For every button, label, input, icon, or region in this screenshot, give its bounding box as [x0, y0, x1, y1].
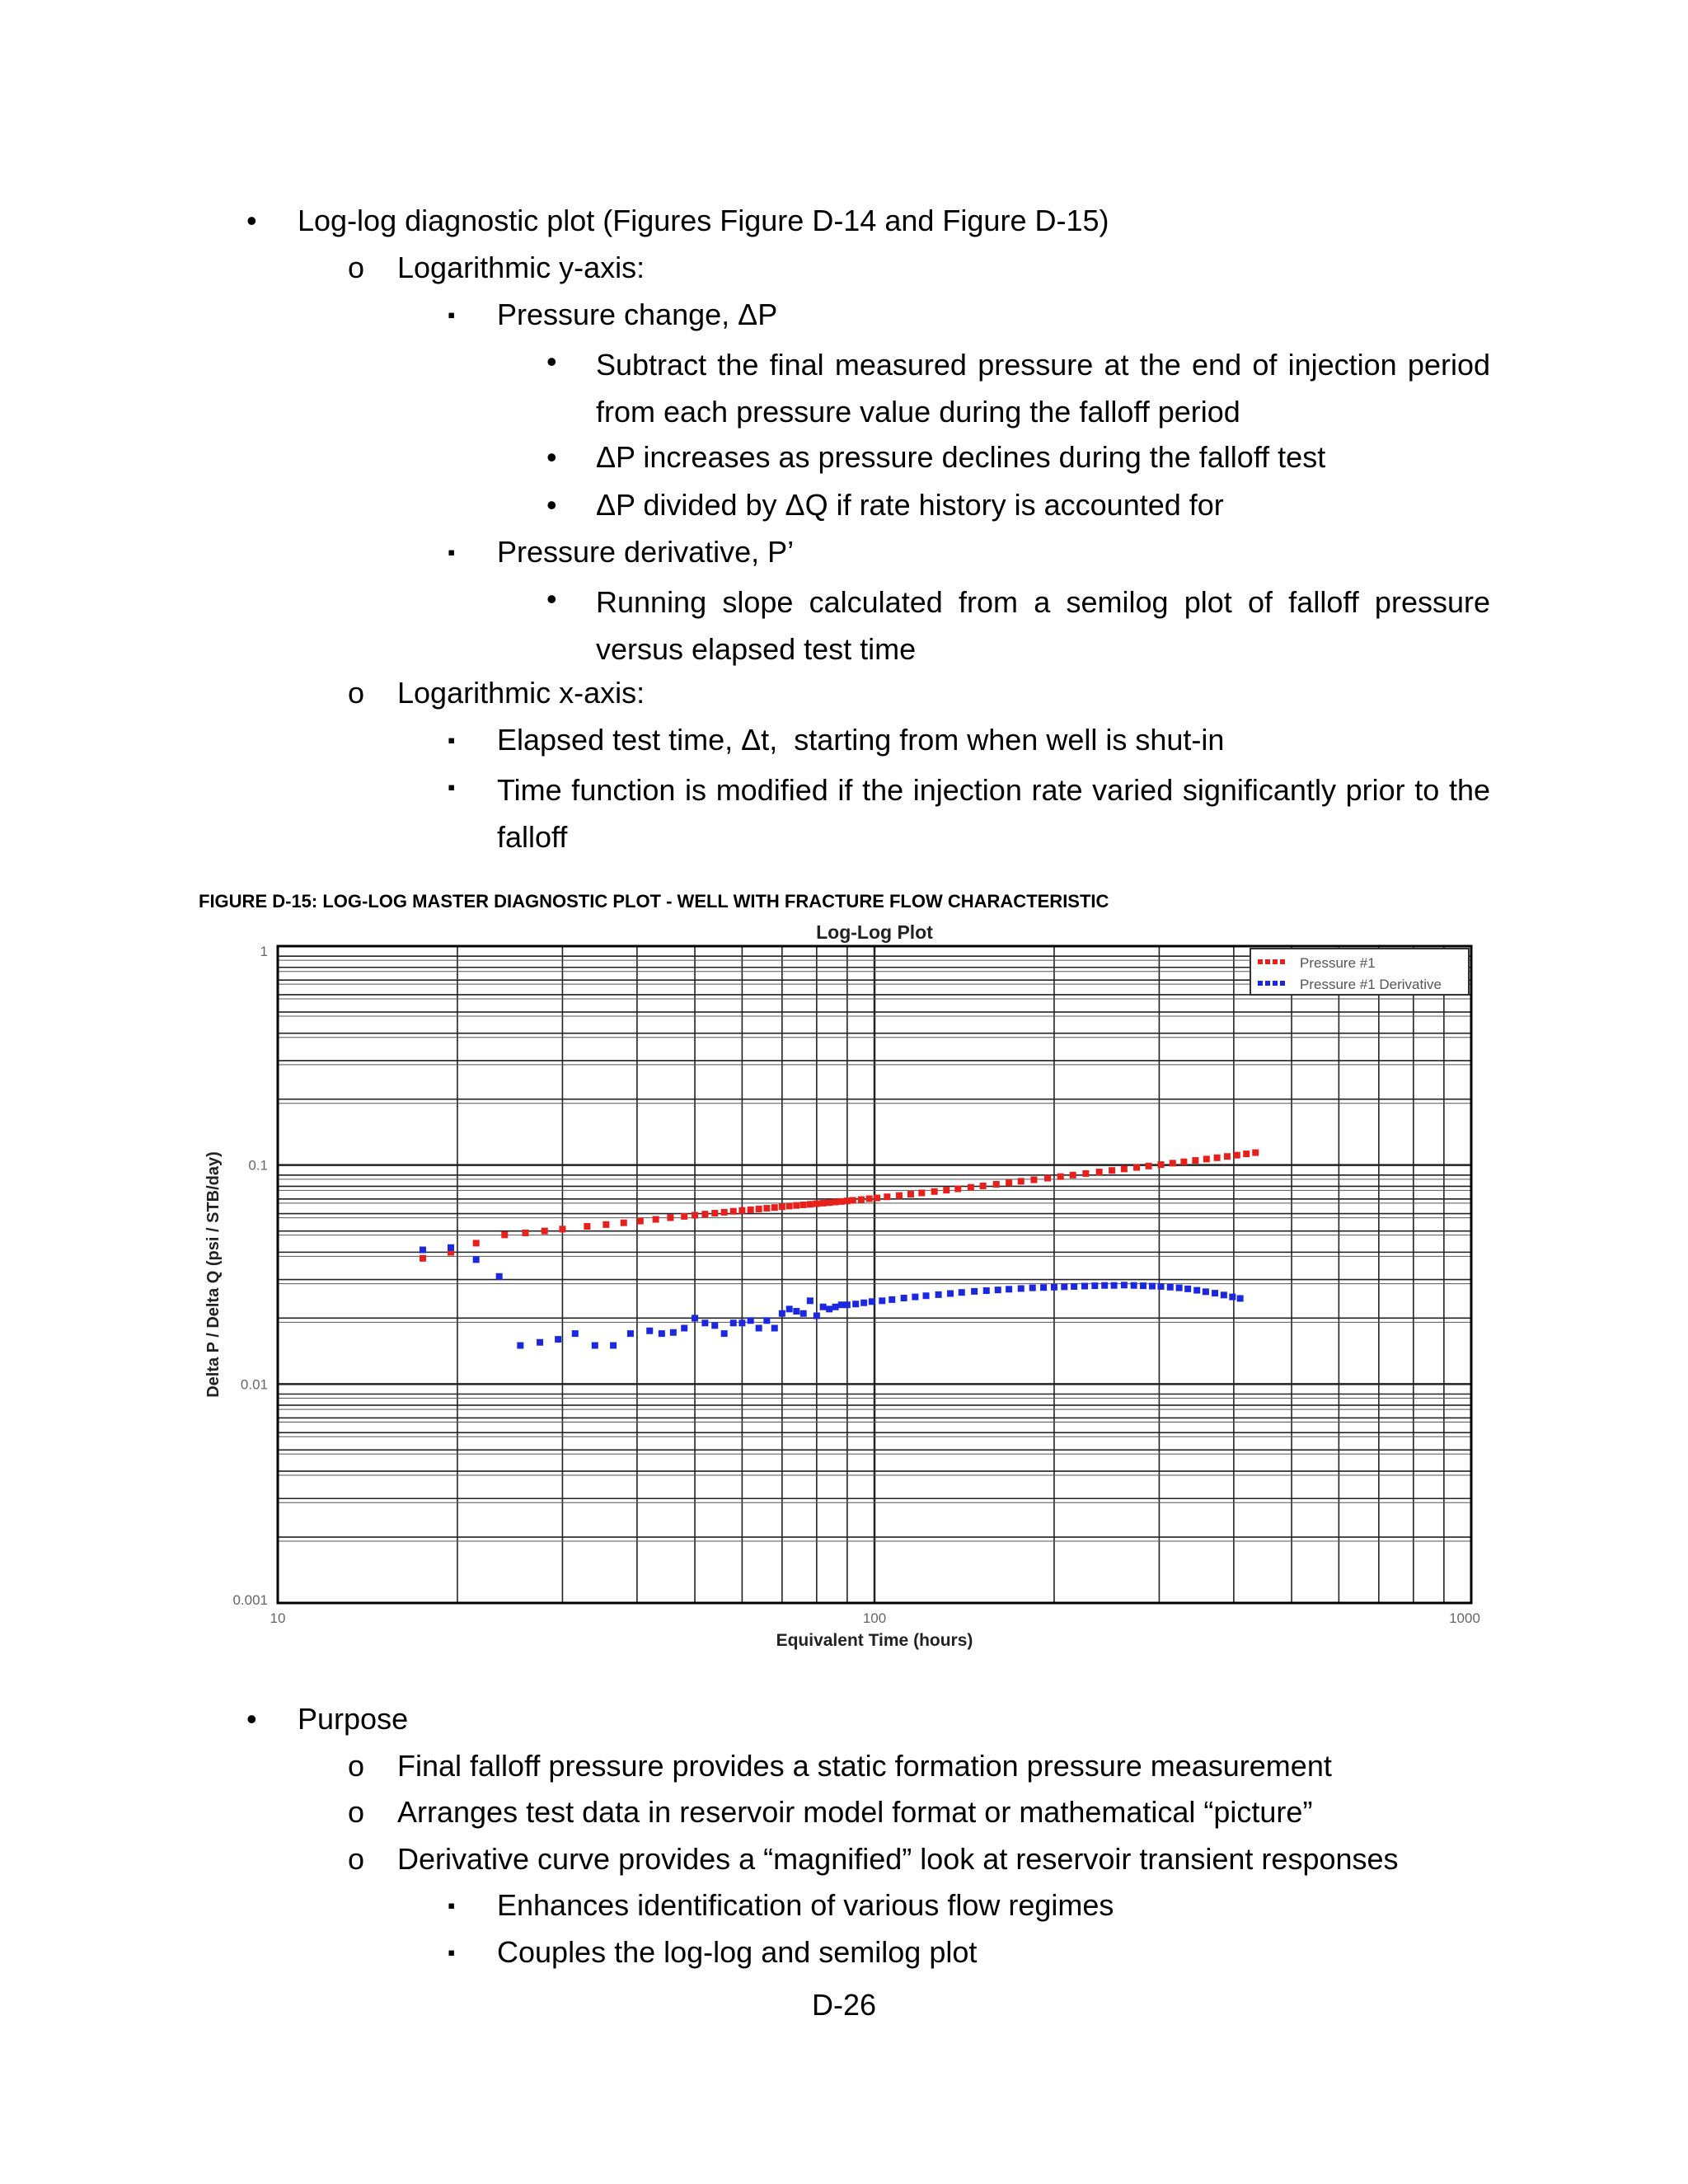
- outline-item: Running slope calculated from a semilog plot of falloff pressure versus elapsed test time: [596, 585, 1490, 666]
- derivative-point: [1176, 1285, 1183, 1291]
- x-axis-label: Equivalent Time (hours): [776, 1631, 973, 1650]
- pressure-point: [542, 1228, 548, 1235]
- log-log-chart: [190, 919, 1500, 1661]
- derivative-point: [1193, 1287, 1200, 1294]
- outline-item: Logarithmic y-axis:: [397, 251, 645, 284]
- derivative-point: [860, 1300, 867, 1306]
- pressure-point: [637, 1218, 644, 1225]
- legend-swatch-dot: [1258, 981, 1263, 986]
- pressure-point: [748, 1207, 754, 1213]
- figure-caption: FIGURE D-15: LOG-LOG MASTER DIAGNOSTIC PLOT - WELL WITH FRACTURE FLOW CHARACTERISTIC: [199, 891, 1109, 912]
- derivative-point: [793, 1308, 799, 1315]
- derivative-point: [1029, 1285, 1036, 1291]
- pressure-point: [667, 1215, 673, 1221]
- pressure-point: [954, 1185, 961, 1192]
- y-tick-label: 0.1: [248, 1157, 268, 1174]
- outline-item: Enhances identification of various flow regimes: [497, 1888, 1114, 1922]
- bullet-marker: •: [246, 204, 257, 237]
- outline-item: Pressure change, ΔP: [497, 298, 778, 331]
- pressure-point: [1109, 1167, 1115, 1174]
- bullet-marker: ▪: [448, 540, 456, 565]
- pressure-point: [730, 1208, 737, 1215]
- pressure-point: [858, 1196, 865, 1202]
- derivative-point: [420, 1247, 426, 1254]
- outline-item: Logarithmic x-axis:: [397, 676, 645, 710]
- derivative-point: [1212, 1290, 1218, 1296]
- pressure-point: [1180, 1159, 1187, 1165]
- tick-labels: [232, 944, 1479, 1626]
- derivative-point: [537, 1339, 543, 1346]
- derivative-point: [721, 1330, 728, 1337]
- pressure-point: [980, 1183, 987, 1189]
- pressure-point: [1018, 1178, 1025, 1184]
- bullet-marker: •: [546, 582, 557, 616]
- derivative-point: [1006, 1286, 1012, 1292]
- bullet-marker: •: [246, 1702, 257, 1736]
- outline-item: ΔP increases as pressure declines during the falloff test: [596, 440, 1326, 474]
- derivative-point: [1140, 1282, 1146, 1289]
- outline-item: Arranges test data in reservoir model format or mathematical “picture”: [397, 1795, 1313, 1829]
- legend-swatch-dot: [1265, 959, 1270, 964]
- derivative-point: [1131, 1282, 1137, 1289]
- derivative-point: [517, 1343, 523, 1349]
- pressure-point: [1030, 1176, 1037, 1183]
- pressure-point: [1057, 1174, 1064, 1180]
- legend-label: Pressure #1: [1300, 955, 1376, 971]
- x-tick-label: 100: [862, 1610, 887, 1626]
- bullet-marker: o: [348, 1795, 365, 1829]
- bullet-marker: •: [546, 440, 557, 474]
- pressure-point: [793, 1202, 799, 1209]
- derivative-point: [572, 1330, 579, 1337]
- legend-swatch-dot: [1280, 959, 1285, 964]
- derivative-point: [592, 1343, 598, 1349]
- derivative-point: [1071, 1283, 1077, 1290]
- pressure-point: [756, 1206, 762, 1212]
- derivative-point: [1121, 1282, 1128, 1288]
- derivative-point: [959, 1289, 965, 1296]
- pressure-point: [943, 1187, 950, 1193]
- derivative-point: [971, 1288, 978, 1295]
- derivative-point: [1229, 1294, 1236, 1301]
- bullet-marker: ▪: [448, 1893, 456, 1918]
- outline-item: Couples the log-log and semilog plot: [497, 1935, 978, 1969]
- pressure-point: [844, 1197, 851, 1204]
- derivative-point: [627, 1330, 634, 1337]
- chart-title: Log-Log Plot: [816, 921, 933, 943]
- outline-item: Final falloff pressure provides a static formation pressure measurement: [397, 1749, 1332, 1783]
- derivative-point: [701, 1319, 708, 1326]
- pressure-point: [918, 1189, 925, 1196]
- derivative-point: [786, 1305, 793, 1312]
- pressure-point: [1133, 1165, 1140, 1171]
- derivative-point: [756, 1325, 762, 1332]
- derivative-point: [995, 1286, 1001, 1293]
- pressure-point: [993, 1181, 1000, 1188]
- y-tick-label: 0.001: [232, 1592, 268, 1608]
- outline-item: Time function is modified if the injection rate varied significantly prior to the falloff: [497, 773, 1490, 854]
- page-number: D-26: [811, 1988, 877, 2022]
- derivative-point: [826, 1305, 832, 1312]
- derivative-point: [832, 1304, 839, 1310]
- chart-grid: [278, 946, 1471, 1603]
- derivative-point: [1051, 1284, 1057, 1291]
- pressure-point: [763, 1205, 770, 1212]
- bullet-marker: o: [348, 251, 365, 284]
- bullet-marker: o: [348, 1842, 365, 1876]
- pressure-point: [826, 1199, 832, 1206]
- derivative-point: [923, 1292, 930, 1299]
- pressure-point: [884, 1193, 890, 1200]
- pressure-point: [621, 1220, 627, 1226]
- pressure-point: [968, 1184, 974, 1191]
- bullet-marker: ▪: [448, 1940, 456, 1965]
- derivative-point: [763, 1317, 770, 1324]
- pressure-point: [653, 1216, 659, 1223]
- derivative-point: [646, 1328, 653, 1334]
- derivative-point: [1111, 1282, 1118, 1289]
- legend-swatch-dot: [1265, 981, 1270, 986]
- pressure-point: [1158, 1161, 1165, 1168]
- derivative-point: [730, 1319, 737, 1326]
- pressure-point: [931, 1188, 938, 1195]
- pressure-point: [832, 1199, 839, 1206]
- outline-item: Purpose: [298, 1702, 409, 1736]
- derivative-point: [1091, 1282, 1098, 1289]
- derivative-point: [496, 1273, 503, 1280]
- derivative-point: [1061, 1283, 1067, 1290]
- bullet-marker: ▪: [448, 728, 456, 752]
- derivative-point: [800, 1310, 807, 1317]
- pressure-point: [711, 1210, 718, 1216]
- derivative-point: [901, 1295, 907, 1301]
- pressure-point: [420, 1255, 426, 1262]
- derivative-point: [748, 1317, 754, 1324]
- derivative-point: [814, 1313, 820, 1319]
- derivative-point: [448, 1244, 454, 1251]
- derivative-point: [1158, 1283, 1165, 1290]
- derivative-point: [1101, 1282, 1108, 1289]
- pressure-point: [850, 1197, 856, 1203]
- pressure-point: [814, 1201, 820, 1207]
- derivative-point: [820, 1304, 827, 1310]
- bullet-marker: •: [546, 344, 557, 378]
- derivative-point: [610, 1343, 617, 1349]
- pressure-point: [874, 1195, 880, 1202]
- derivative-point: [681, 1325, 687, 1332]
- pressure-point: [501, 1231, 508, 1238]
- series-derivative: [420, 1244, 1244, 1349]
- derivative-point: [711, 1322, 718, 1329]
- pressure-point: [907, 1191, 914, 1197]
- series-pressure: [420, 1150, 1259, 1262]
- pressure-point: [800, 1202, 807, 1208]
- bullet-marker: o: [348, 676, 365, 710]
- pressure-point: [1082, 1170, 1089, 1177]
- y-axis-label: Delta P / Delta Q (psi / STB/day): [204, 1151, 223, 1398]
- bullet-marker: •: [546, 488, 557, 522]
- legend: [1250, 949, 1469, 995]
- derivative-point: [1081, 1283, 1088, 1290]
- pressure-point: [522, 1230, 528, 1236]
- pressure-point: [1044, 1174, 1051, 1181]
- derivative-point: [947, 1291, 954, 1297]
- pressure-point: [1192, 1157, 1198, 1164]
- pressure-point: [701, 1211, 708, 1217]
- derivative-point: [1040, 1284, 1047, 1291]
- derivative-point: [1203, 1288, 1209, 1295]
- legend-swatch-dot: [1273, 959, 1278, 964]
- bullet-marker: ▪: [448, 302, 456, 327]
- pressure-point: [838, 1198, 845, 1205]
- legend-swatch-dot: [1273, 981, 1278, 986]
- derivative-point: [807, 1297, 814, 1304]
- pressure-point: [1234, 1152, 1240, 1159]
- derivative-point: [983, 1287, 990, 1294]
- derivative-point: [935, 1291, 942, 1298]
- y-tick-label: 0.01: [240, 1376, 268, 1393]
- pressure-point: [584, 1223, 590, 1230]
- outline-item: Pressure derivative, P’: [497, 535, 795, 569]
- pressure-point: [1243, 1151, 1250, 1157]
- legend-swatch-dot: [1258, 959, 1263, 964]
- bullet-marker: o: [348, 1749, 365, 1783]
- pressure-point: [721, 1209, 728, 1216]
- y-tick-label: 1: [260, 944, 268, 959]
- x-tick-label: 1000: [1449, 1610, 1480, 1626]
- outline-item: Subtract the final measured pressure at the end of injection period from each pressure value during the falloff period: [596, 348, 1490, 429]
- outline-item: Derivative curve provides a “magnified” look at reservoir transient responses: [397, 1842, 1399, 1876]
- legend-label: Pressure #1 Derivative: [1300, 977, 1442, 992]
- derivative-point: [912, 1294, 918, 1301]
- pressure-point: [786, 1202, 793, 1209]
- pressure-point: [1070, 1172, 1076, 1179]
- pressure-point: [866, 1195, 873, 1202]
- pressure-point: [896, 1193, 903, 1199]
- derivative-point: [659, 1330, 665, 1337]
- pressure-point: [807, 1201, 814, 1207]
- derivative-point: [838, 1301, 845, 1308]
- outline-item: Log-log diagnostic plot (Figures Figure D-14 and Figure D-15): [298, 204, 1109, 237]
- pressure-point: [692, 1212, 698, 1219]
- bullet-marker: ▪: [448, 775, 456, 799]
- derivative-point: [1149, 1283, 1156, 1290]
- derivative-point: [555, 1336, 561, 1343]
- derivative-point: [1237, 1295, 1244, 1301]
- pressure-point: [1252, 1150, 1259, 1156]
- pressure-point: [559, 1226, 565, 1232]
- x-tick-label: 10: [270, 1610, 286, 1626]
- derivative-point: [1167, 1284, 1174, 1291]
- derivative-point: [771, 1325, 778, 1332]
- derivative-point: [692, 1315, 698, 1321]
- pressure-point: [1170, 1160, 1176, 1166]
- derivative-point: [889, 1296, 895, 1303]
- pressure-point: [771, 1204, 778, 1211]
- legend-swatch-dot: [1280, 981, 1285, 986]
- outline-item: ΔP divided by ΔQ if rate history is accounted for: [596, 488, 1224, 522]
- pressure-point: [1146, 1163, 1152, 1169]
- derivative-point: [879, 1297, 885, 1304]
- derivative-point: [1184, 1286, 1191, 1292]
- pressure-point: [1224, 1153, 1231, 1160]
- derivative-point: [852, 1301, 859, 1307]
- pressure-point: [779, 1203, 785, 1210]
- pressure-point: [1006, 1179, 1012, 1186]
- pressure-point: [1214, 1155, 1221, 1161]
- outline-item: Elapsed test time, Δt, starting from when well is shut-in: [497, 723, 1225, 757]
- pressure-point: [1096, 1169, 1103, 1175]
- pressure-point: [820, 1200, 827, 1207]
- derivative-point: [844, 1301, 851, 1308]
- pressure-point: [681, 1213, 687, 1220]
- pressure-point: [738, 1207, 745, 1214]
- derivative-point: [670, 1329, 677, 1336]
- pressure-point: [1121, 1165, 1128, 1172]
- derivative-point: [473, 1256, 480, 1263]
- derivative-point: [869, 1298, 875, 1305]
- derivative-point: [1221, 1291, 1227, 1298]
- derivative-point: [779, 1310, 785, 1317]
- pressure-point: [1203, 1155, 1210, 1162]
- pressure-point: [603, 1221, 609, 1228]
- derivative-point: [1018, 1285, 1025, 1291]
- derivative-point: [738, 1319, 745, 1326]
- pressure-point: [473, 1240, 480, 1246]
